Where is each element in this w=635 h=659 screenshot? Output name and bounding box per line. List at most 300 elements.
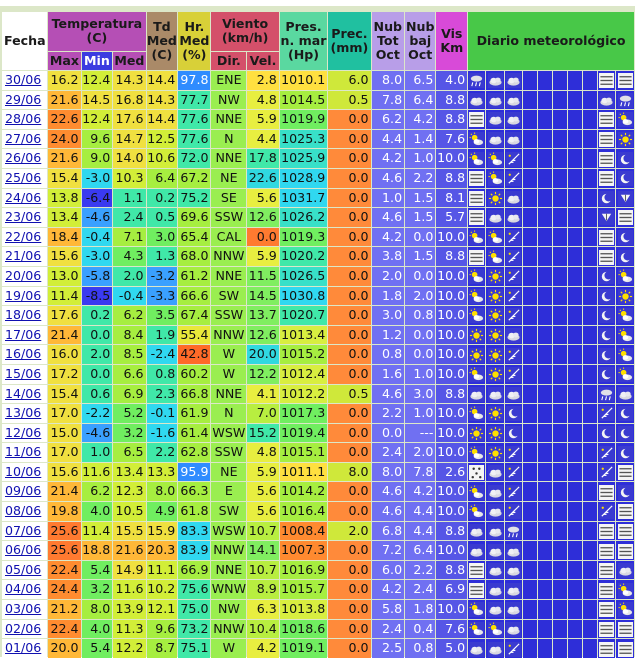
empty-icon-slot	[538, 580, 552, 599]
max-temp-cell: 11.4	[48, 287, 80, 306]
date-cell[interactable]	[2, 443, 47, 462]
min-temp-cell: 2.0	[82, 345, 113, 364]
date-cell[interactable]	[2, 620, 47, 639]
dewpoint-cell: 8.0	[147, 482, 178, 501]
empty-icon-slot	[538, 71, 552, 90]
weather-suncloud-icon	[616, 602, 634, 617]
date-link[interactable]: 08/06	[5, 503, 42, 519]
humidity-cell: 61.4	[178, 424, 210, 443]
dewpoint-cell: 9.6	[147, 620, 178, 639]
weather-fog-icon	[598, 600, 615, 619]
table-row	[2, 306, 634, 325]
weather-fog-icon	[598, 620, 615, 639]
min-temp-cell: -2.2	[82, 404, 113, 423]
empty-icon-slot	[538, 639, 552, 658]
humidity-cell: 75.0	[178, 600, 210, 619]
wind-dir-cell: NNE	[211, 110, 246, 129]
min-temp-cell: 9.6	[82, 130, 113, 149]
med-temp-cell: 14.0	[113, 149, 145, 168]
weather-cloud-icon	[505, 385, 522, 404]
date-link[interactable]: 23/06	[5, 209, 42, 225]
weather-wind-icon	[505, 149, 522, 168]
visibility-cell: 10.0	[436, 541, 467, 560]
max-temp-cell: 21.6	[48, 149, 80, 168]
date-cell[interactable]	[2, 463, 47, 482]
weather-wind-icon	[505, 463, 522, 482]
cloud-low-cell: 1.5	[405, 208, 435, 227]
weather-fog-icon	[468, 191, 485, 206]
empty-icon-slot	[583, 639, 597, 658]
precip-cell: 0.5	[328, 385, 370, 404]
date-link[interactable]: 11/06	[5, 444, 42, 460]
weather-cloud-icon	[616, 387, 634, 402]
weather-wind-icon	[505, 287, 522, 306]
dewpoint-cell: 15.9	[147, 522, 178, 541]
empty-icon-slot	[553, 110, 567, 129]
max-temp-cell: 19.8	[48, 502, 80, 521]
weather-fog-icon	[598, 73, 615, 88]
date-link[interactable]: 10/06	[5, 463, 42, 479]
date-link[interactable]: 30/06	[5, 72, 42, 87]
med-temp-cell: 13.9	[113, 600, 145, 619]
empty-icon-slot	[583, 189, 597, 208]
table-row	[2, 502, 634, 521]
med-temp-cell: 5.2	[113, 404, 145, 423]
wind-dir-cell: NNE	[211, 561, 246, 580]
min-temp-cell: -3.0	[82, 247, 113, 266]
cloud-low-cell: 2.2	[405, 561, 435, 580]
weather-cloud-icon	[468, 524, 485, 539]
weather-cloud-icon	[468, 385, 485, 404]
pressure-cell: 1010.1	[280, 71, 327, 90]
empty-icon-slot	[523, 365, 537, 384]
weather-fog-icon	[468, 250, 485, 265]
precip-cell: 0.0	[328, 189, 370, 208]
weather-fog-icon	[616, 208, 634, 227]
weather-cloud-icon	[505, 583, 522, 598]
weather-sun-icon	[486, 367, 503, 382]
weather-fog-icon	[616, 504, 634, 519]
weather-rain-icon	[598, 385, 615, 404]
empty-icon-slot	[568, 502, 582, 521]
weather-cloud-icon	[468, 642, 485, 657]
weather-fog-icon	[598, 228, 615, 247]
empty-icon-slot	[523, 600, 537, 619]
cloud-low-cell: 0.0	[405, 345, 435, 364]
weather-fog-icon	[616, 210, 634, 225]
visibility-cell: 10.0	[436, 228, 467, 247]
date-cell[interactable]	[2, 385, 47, 404]
weather-suncloud-icon	[468, 365, 485, 384]
weather-cloud-icon	[486, 210, 503, 225]
weather-fog-icon	[616, 622, 634, 637]
header-min: Min	[82, 52, 113, 70]
date-link[interactable]: 05/06	[5, 561, 42, 577]
empty-icon-slot	[523, 482, 537, 501]
date-link[interactable]: 29/06	[5, 91, 42, 107]
cloud-total-cell: 2.4	[372, 443, 405, 462]
max-temp-cell: 22.4	[48, 620, 80, 639]
dewpoint-cell: 3.5	[147, 306, 178, 325]
weather-suncloud-icon	[468, 130, 485, 149]
cloud-total-cell: 2.0	[372, 267, 405, 286]
weather-moon-icon	[598, 287, 615, 306]
date-link[interactable]: 03/06	[5, 601, 42, 617]
weather-rain-icon	[505, 522, 522, 541]
weather-suncloud-icon	[468, 446, 485, 461]
cloud-low-cell: 4.2	[405, 110, 435, 129]
humidity-cell: 75.6	[178, 580, 210, 599]
cloud-low-cell: 1.5	[405, 247, 435, 266]
visibility-cell: 8.8	[436, 522, 467, 541]
visibility-cell: 8.8	[436, 385, 467, 404]
date-link[interactable]: 12/06	[5, 424, 42, 440]
date-link[interactable]: 24/06	[5, 189, 42, 205]
date-cell[interactable]	[2, 267, 47, 286]
table-row	[2, 482, 634, 501]
cloud-low-cell: 0.8	[405, 306, 435, 325]
empty-icon-slot	[523, 502, 537, 521]
weather-rain-icon	[468, 71, 485, 90]
visibility-cell: 8.8	[436, 247, 467, 266]
empty-icon-slot	[583, 541, 597, 560]
wind-dir-cell: SW	[211, 287, 246, 306]
humidity-cell: 97.8	[178, 71, 210, 90]
weather-suncloud-icon	[468, 482, 485, 501]
wind-dir-cell: NE	[211, 463, 246, 482]
visibility-cell: 7.6	[436, 130, 467, 149]
date-cell[interactable]	[2, 208, 47, 227]
weather-fog-icon	[598, 132, 615, 147]
max-temp-cell: 13.0	[48, 267, 80, 286]
date-link[interactable]: 18/06	[5, 307, 42, 323]
table-row	[2, 345, 634, 364]
dewpoint-cell: 10.6	[147, 149, 178, 168]
weather-cloud-icon	[505, 600, 522, 619]
empty-icon-slot	[553, 522, 567, 541]
date-cell[interactable]	[2, 639, 47, 658]
date-cell[interactable]	[2, 149, 47, 168]
table-row	[2, 208, 634, 227]
dewpoint-cell: 0.8	[147, 365, 178, 384]
wind-dir-cell: SSW	[211, 208, 246, 227]
med-temp-cell: 3.2	[113, 424, 145, 443]
weather-fog-icon	[616, 522, 634, 541]
visibility-cell: 10.0	[436, 326, 467, 345]
date-cell[interactable]	[2, 247, 47, 266]
weather-sun-icon	[486, 365, 503, 384]
wind-speed-cell: 4.1	[247, 385, 278, 404]
date-cell[interactable]	[2, 110, 47, 129]
max-temp-cell: 13.8	[48, 189, 80, 208]
wind-dir-cell: WSW	[211, 522, 246, 541]
max-temp-cell: 17.2	[48, 365, 80, 384]
weather-fog-icon	[616, 71, 634, 90]
date-link[interactable]: 21/06	[5, 248, 42, 264]
empty-icon-slot	[523, 561, 537, 580]
page-background	[0, 6, 635, 657]
weather-suncloud-icon	[468, 367, 485, 382]
date-link[interactable]: 07/06	[5, 522, 42, 538]
date-link[interactable]: 14/06	[5, 385, 42, 401]
wind-dir-cell: N	[211, 404, 246, 423]
min-temp-cell: 1.0	[82, 443, 113, 462]
weather-sun-icon	[486, 326, 503, 345]
dewpoint-cell: 14.4	[147, 110, 178, 129]
cloud-low-cell: 1.5	[405, 189, 435, 208]
weather-cloud-icon	[486, 110, 503, 129]
date-link[interactable]: 16/06	[5, 346, 42, 362]
dewpoint-cell: 1.3	[147, 247, 178, 266]
humidity-cell: 67.2	[178, 169, 210, 188]
date-cell[interactable]	[2, 189, 47, 208]
cloud-total-cell: 1.2	[372, 326, 405, 345]
empty-icon-slot	[583, 463, 597, 482]
empty-icon-slot	[523, 189, 537, 208]
date-link[interactable]: 26/06	[5, 150, 42, 166]
date-link[interactable]: 02/06	[5, 620, 42, 636]
min-temp-cell: 5.4	[82, 639, 113, 658]
med-temp-cell: 16.8	[113, 91, 145, 110]
weather-moon-icon	[598, 365, 615, 384]
empty-icon-slot	[568, 149, 582, 168]
weather-fog-icon	[598, 149, 615, 168]
wind-dir-cell: NE	[211, 169, 246, 188]
empty-icon-slot	[583, 580, 597, 599]
weather-cloud-icon	[468, 544, 485, 559]
pressure-cell: 1028.9	[280, 169, 327, 188]
weather-suncloud-icon	[616, 306, 634, 325]
weather-fog-icon	[468, 112, 485, 127]
cloud-total-cell: 1.8	[372, 287, 405, 306]
cloud-total-cell: 5.8	[372, 600, 405, 619]
date-link[interactable]: 15/06	[5, 365, 42, 381]
table-row	[2, 267, 634, 286]
header-prec: Prec. (mm)	[328, 12, 370, 70]
empty-icon-slot	[553, 169, 567, 188]
med-temp-cell: 14.7	[113, 130, 145, 149]
weather-wind-icon	[505, 642, 522, 657]
dewpoint-cell: -1.6	[147, 424, 178, 443]
weather-cloud-icon	[486, 602, 503, 617]
max-temp-cell: 15.6	[48, 247, 80, 266]
date-link[interactable]: 17/06	[5, 326, 42, 342]
date-cell[interactable]	[2, 522, 47, 541]
date-cell[interactable]	[2, 130, 47, 149]
date-cell[interactable]	[2, 561, 47, 580]
dewpoint-cell: 12.1	[147, 600, 178, 619]
weather-wind-icon	[505, 465, 522, 480]
date-link[interactable]: 04/06	[5, 581, 42, 597]
weather-cloud-icon	[505, 112, 522, 127]
weather-rain-icon	[616, 93, 634, 108]
weather-fog-icon	[598, 169, 615, 188]
wind-speed-cell: 6.3	[247, 600, 278, 619]
weather-cloud-icon	[486, 600, 503, 619]
date-cell[interactable]	[2, 306, 47, 325]
date-cell[interactable]	[2, 580, 47, 599]
empty-icon-slot	[553, 580, 567, 599]
date-cell[interactable]	[2, 228, 47, 247]
humidity-cell: 67.4	[178, 306, 210, 325]
weather-fog-icon	[468, 208, 485, 227]
weather-suncloud-icon	[468, 443, 485, 462]
table-row	[2, 326, 634, 345]
weather-moon-icon	[616, 171, 634, 186]
weather-suncloud-icon	[616, 580, 634, 599]
header-temperatura: Temperatura (C)	[48, 12, 145, 51]
header-vel: Vel.	[247, 52, 278, 70]
weather-fog-icon	[616, 642, 634, 657]
date-cell[interactable]	[2, 424, 47, 443]
date-cell[interactable]	[2, 345, 47, 364]
humidity-cell: 77.7	[178, 91, 210, 110]
min-temp-cell: 11.4	[82, 522, 113, 541]
weather-moon-icon	[505, 404, 522, 423]
weather-suncloud-icon	[468, 149, 485, 168]
max-temp-cell: 21.2	[48, 600, 80, 619]
weather-cloud-icon	[505, 622, 522, 637]
empty-icon-slot	[523, 443, 537, 462]
date-cell[interactable]	[2, 404, 47, 423]
dewpoint-cell: 3.0	[147, 228, 178, 247]
empty-icon-slot	[553, 91, 567, 110]
weather-suncloud-icon	[468, 306, 485, 325]
empty-icon-slot	[553, 130, 567, 149]
humidity-cell: 61.8	[178, 502, 210, 521]
empty-icon-slot	[538, 385, 552, 404]
precip-cell: 6.0	[328, 71, 370, 90]
empty-icon-slot	[523, 267, 537, 286]
table-row	[2, 580, 634, 599]
weather-cloud-icon	[486, 387, 503, 402]
date-link[interactable]: 28/06	[5, 111, 42, 127]
weather-suncloud-icon	[486, 622, 503, 637]
weather-moon-icon	[598, 189, 615, 208]
weather-fog-icon	[598, 171, 615, 186]
cloud-low-cell: 6.5	[405, 71, 435, 90]
med-temp-cell: 2.0	[113, 267, 145, 286]
date-cell[interactable]	[2, 600, 47, 619]
date-cell[interactable]	[2, 71, 47, 90]
date-link[interactable]: 06/06	[5, 542, 42, 558]
precip-cell: 0.0	[328, 424, 370, 443]
wind-dir-cell: E	[211, 482, 246, 501]
med-temp-cell: 2.4	[113, 208, 145, 227]
pressure-cell: 1014.5	[280, 91, 327, 110]
wind-dir-cell: W	[211, 365, 246, 384]
weather-cloud-icon	[486, 642, 503, 657]
date-cell[interactable]	[2, 287, 47, 306]
header-td: Td Med (C)	[147, 12, 178, 70]
max-temp-cell: 21.4	[48, 326, 80, 345]
empty-icon-slot	[553, 287, 567, 306]
date-cell[interactable]	[2, 326, 47, 345]
date-cell[interactable]	[2, 541, 47, 560]
date-cell[interactable]	[2, 365, 47, 384]
date-link[interactable]: 22/06	[5, 228, 42, 244]
weather-suncloud-icon	[468, 230, 485, 245]
date-link[interactable]: 01/06	[5, 640, 42, 656]
weather-fog-icon	[468, 171, 485, 186]
empty-icon-slot	[568, 600, 582, 619]
min-temp-cell: 14.5	[82, 91, 113, 110]
weather-suncloud-icon	[468, 485, 485, 500]
empty-icon-slot	[583, 208, 597, 227]
humidity-cell: 65.4	[178, 228, 210, 247]
date-cell[interactable]	[2, 169, 47, 188]
empty-icon-slot	[538, 306, 552, 325]
wind-dir-cell: NNE	[211, 385, 246, 404]
date-link[interactable]: 09/06	[5, 483, 42, 499]
empty-icon-slot	[568, 110, 582, 129]
visibility-cell: 10.0	[436, 267, 467, 286]
weather-cloud-icon	[505, 93, 522, 108]
dewpoint-cell: 2.2	[147, 443, 178, 462]
empty-icon-slot	[553, 149, 567, 168]
weather-suncloud-icon	[486, 247, 503, 266]
weather-wind-icon	[598, 404, 615, 423]
pressure-cell: 1014.2	[280, 482, 327, 501]
wind-speed-cell: 12.6	[247, 326, 278, 345]
weather-fog-icon	[616, 502, 634, 521]
weather-fog-icon	[598, 639, 615, 658]
weather-frost-icon	[616, 189, 634, 208]
min-temp-cell: 18.8	[82, 541, 113, 560]
table-row	[2, 541, 634, 560]
date-link[interactable]: 20/06	[5, 267, 42, 283]
empty-icon-slot	[583, 345, 597, 364]
weather-sun-icon	[486, 345, 503, 364]
precip-cell: 0.0	[328, 247, 370, 266]
date-cell[interactable]	[2, 482, 47, 501]
weather-fog-icon	[598, 110, 615, 129]
dewpoint-cell: 4.9	[147, 502, 178, 521]
date-link[interactable]: 25/06	[5, 169, 42, 185]
humidity-cell: 69.6	[178, 208, 210, 227]
humidity-cell: 83.3	[178, 522, 210, 541]
weather-sun-icon	[468, 328, 485, 343]
weather-cloud-icon	[486, 71, 503, 90]
header-med: Med	[113, 52, 145, 70]
empty-icon-slot	[553, 247, 567, 266]
pressure-cell: 1030.8	[280, 287, 327, 306]
empty-icon-slot	[568, 189, 582, 208]
pressure-cell: 1025.3	[280, 130, 327, 149]
empty-icon-slot	[538, 247, 552, 266]
date-link[interactable]: 13/06	[5, 405, 42, 421]
weather-cloud-icon	[468, 91, 485, 110]
empty-icon-slot	[523, 169, 537, 188]
cloud-total-cell: 3.0	[372, 306, 405, 325]
weather-frost-icon	[616, 191, 634, 206]
weather-cloud-icon	[616, 561, 634, 580]
weather-sun-icon	[616, 132, 634, 147]
date-link[interactable]: 27/06	[5, 130, 42, 146]
visibility-cell: 8.1	[436, 189, 467, 208]
date-cell[interactable]	[2, 91, 47, 110]
min-temp-cell: -3.0	[82, 169, 113, 188]
empty-icon-slot	[568, 169, 582, 188]
date-cell[interactable]	[2, 502, 47, 521]
empty-icon-slot	[568, 580, 582, 599]
weather-suncloud-icon	[468, 404, 485, 423]
weather-fog-icon	[598, 482, 615, 501]
empty-icon-slot	[523, 228, 537, 247]
empty-icon-slot	[583, 228, 597, 247]
precip-cell: 0.0	[328, 149, 370, 168]
date-link[interactable]: 19/06	[5, 287, 42, 303]
